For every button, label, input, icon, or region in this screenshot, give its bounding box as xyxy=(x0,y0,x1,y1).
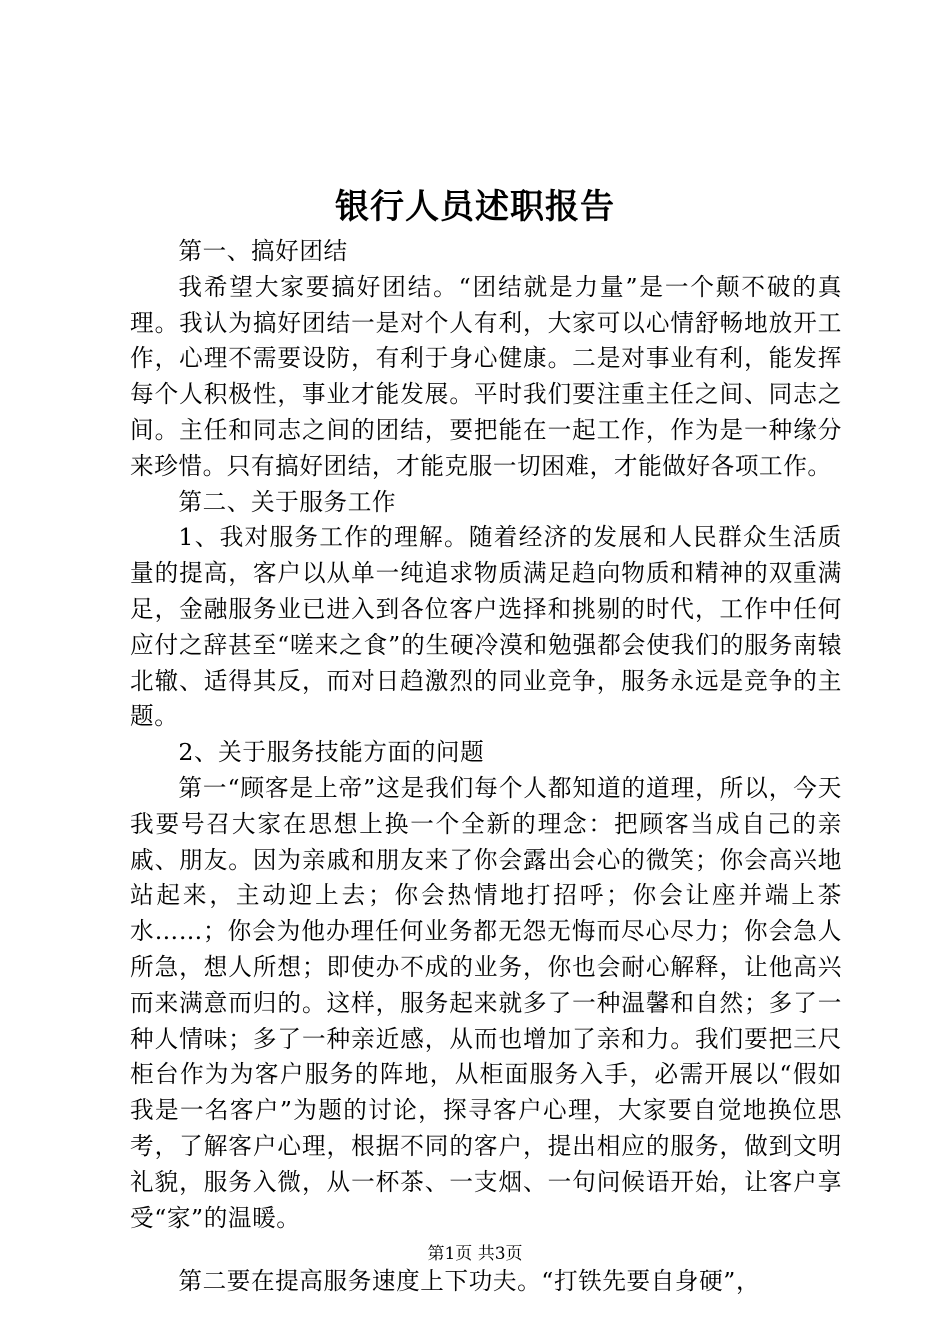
paragraph-customer-first: 第一“顾客是上帝”这是我们每个人都知道的道理，所以，今天我要号召大家在思想上换一个全新的理念：把顾客当成自己的亲戚、朋友。因为亲戚和朋友来了你会露出会心的微笑；你会高兴地站起来，主动迎上去；你会热情地打招呼；你会让座并端上茶水……；你会为他办理任何业务都无怨无悔而尽心尽力；你会急人所急，想人所想；即使办不成的业务，你也会耐心解释，让他高兴而来满意而归的。这样，服务起来就多了一种温馨和自然；多了一种人情味；多了一种亲近感，从而也增加了亲和力。我们要把三尺柜台作为为客户服务的阵地，从柜面服务入手，必需开展以“假如我是一名客户”为题的讨论，探寻客户心理，大家要自觉地换位思考，了解客户心理，根据不同的客户，提出相应的服务，做到文明礼貌，服务入微，从一杯茶、一支烟、一句问候语开始，让客户享受“家”的温暖。 xyxy=(130,773,842,1232)
section-heading-service: 第二、关于服务工作 xyxy=(178,487,397,516)
section-heading-unity: 第一、搞好团结 xyxy=(178,237,348,265)
subheading-service-skills: 2、关于服务技能方面的问题 xyxy=(178,738,485,767)
document-title: 银行人员述职报告 xyxy=(335,187,615,227)
document-body xyxy=(130,234,842,1300)
paragraph-service-speed: 第二要在提高服务速度上下功夫。“打铁先要自身硬”， xyxy=(178,1267,761,1296)
page-number: 第1页 共3页 xyxy=(427,1244,523,1264)
paragraph-service-understanding: 1、我对服务工作的理解。随着经济的发展和人民群众生活质量的提高，客户以从单一纯追求物质满足趋向物质和精神的双重满足，金融服务业已进入到各位客户选择和挑剔的时代，工作中任何应付之辞甚至“嗟来之食”的生硬冷漠和勉强都会使我们的服务南辕北辙、适得其反，而对日趋激烈的同业竞争，服务永远是竞争的主题。 xyxy=(130,523,842,731)
paragraph-unity: 我希望大家要搞好团结。“团结就是力量”是一个颠不破的真理。我认为搞好团结一是对个人有利，大家可以心情舒畅地放开工作，心理不需要设防，有利于身心健康。二是对事业有利，能发挥每个人积极性，事业才能发展。平时我们要注重主任之间、同志之间。主任和同志之间的团结，要把能在一起工作，作为是一种缘分来珍惜。只有搞好团结，才能克服一切困难，才能做好各项工作。 xyxy=(130,272,842,480)
